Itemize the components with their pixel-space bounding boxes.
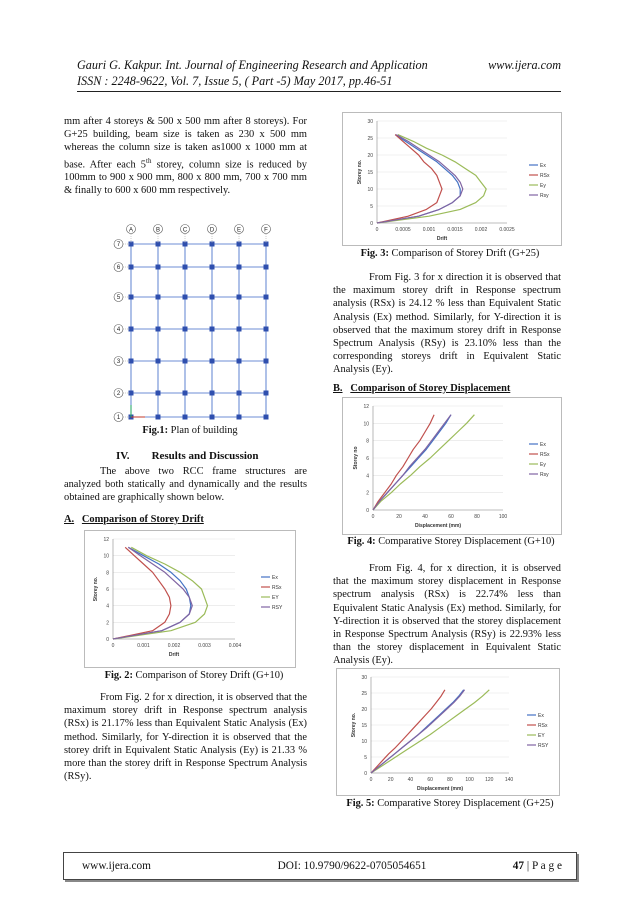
x-tick-label: 0 [111,643,115,649]
legend-entry: RSx [540,452,550,458]
legend-entry: RSx [540,173,550,179]
plan-col-label: A [128,227,134,234]
x-tick-label: 60 [427,777,433,783]
legend-entry: Ex [540,442,546,448]
header-rule [77,91,561,92]
plan-column-node [156,415,161,420]
y-tick-label: 10 [363,421,369,428]
right-para-5: From Fig. 4, for x direction, it is observed that the maximum storey displacement in Response spectrum analysis (RSx) is 22.74% less than Equivalent Static Analysis (Ex) method. Similarly, for Y-direction it is observed that the storey displacement in Response Spectrum Analysis (RSy) is 22.93% less than the storey displacement in Equivalent Static Analysis (Ey). [333,563,561,667]
y-axis-label: Storey no [353,446,359,470]
y-axis-label: Storey no. [357,159,363,185]
x-tick-label: 60 [448,514,454,520]
fig4-chart-frame [342,397,562,535]
plan-column-node [210,391,215,396]
fig2-chart [85,531,295,667]
building-plan-figure [113,222,283,422]
plan-column-node [237,359,242,364]
y-tick-label: 20 [361,707,367,713]
series-line-rsy [373,415,451,510]
right-para-4: From Fig. 3 for x direction it is observed that the maximum storey drift in Response spectrum analysis (RSx) is 24.12 % less than Equivalent Static Analysis (Ex) method. Similarly, for Y-direction it is observed that the maximum storey drift in Response Spectrum Analysis (RSy) is 23.10% less than the corresponding storeys drift in Equivalent Static Analysis (Ey). [333,272,561,376]
x-tick-label: 0.001 [137,643,150,649]
left-para-2: The above two RCC frame structures are analyzed both statically and dynamically and the results obtained are graphically shown below. [64,466,307,504]
x-tick-label: 0.002 [167,643,181,649]
plan-column-node [156,265,161,270]
plan-row-label: 2 [116,391,121,398]
series-line-rsx [377,135,442,223]
plan-row-label: 7 [116,242,121,249]
x-axis-label: Displacement (mm) [416,786,464,792]
plan-column-node [210,265,215,270]
series-line-ey [377,135,486,223]
x-tick-label: 140 [504,777,514,783]
x-tick-label: 0.0025 [499,227,515,233]
journal-website[interactable]: www.ijera.com [488,58,561,72]
legend-entry: EY [272,595,279,601]
plan-row-label: 3 [116,359,121,366]
y-tick-label: 5 [370,204,373,210]
y-tick-label: 10 [367,187,373,193]
x-tick-label: 40 [422,514,428,520]
plan-col-label: C [182,227,188,234]
series-line-ey [371,690,489,773]
plan-column-node [237,265,242,270]
y-tick-label: 25 [361,691,367,697]
plan-column-node [237,327,242,332]
fig1-caption: Fig.1: Plan of building [142,425,238,436]
plan-column-node [237,391,242,396]
fig5-chart [337,669,559,795]
x-tick-label: 20 [387,777,394,783]
legend-entry: Ex [272,575,278,581]
page-footer [63,852,577,880]
y-tick-label: 0 [364,771,367,777]
legend-entry: EY [538,733,545,739]
x-tick-label: 0.002 [474,227,488,233]
plan-column-node [264,327,269,332]
y-tick-label: 2 [106,620,109,627]
fig2-chart-frame [84,530,296,668]
x-tick-label: 0.003 [198,643,211,649]
plan-column-node [156,327,161,332]
x-tick-label: 0.004 [228,643,242,649]
fig3-chart [343,113,561,245]
legend-entry: RSx [538,723,548,729]
plan-column-node [183,265,188,270]
fig3-caption: Fig. 3: Comparison of Storey Drift (G+25) [360,248,540,259]
plan-column-node [210,327,215,332]
y-tick-label: 30 [361,675,367,681]
plan-column-node [210,295,215,300]
x-tick-label: 0.001 [422,227,436,233]
y-tick-label: 0 [106,637,109,643]
legend-entry: RSY [538,743,549,749]
plan-row-label: 1 [116,415,121,422]
fig5-chart-frame [336,668,560,796]
y-tick-label: 0 [366,508,369,514]
y-tick-label: 2 [366,490,369,497]
x-tick-label: 100 [498,514,508,520]
series-line-ey [373,415,474,510]
left-para-3: From Fig. 2 for x direction, it is observed that the maximum storey drift in Response spectrum analysis (RSx) is 21.17% less than Equivalent Static Analysis (Ex) method. Similarly, for Y-direction it is observed that the storey drift in Equivalent Static Analysis (Ey) is 21.33 % more than the storey drift in Response Spectrum Analysis (RSy). [64,692,307,783]
legend-entry: Ey [540,183,546,189]
x-tick-label: 80 [447,777,453,783]
fig2-caption: Fig. 2: Comparison of Storey Drift (G+10) [104,670,284,681]
y-tick-label: 15 [361,723,367,729]
series-line-rsx [113,547,171,639]
x-axis-label: Drift [436,236,448,242]
fig4-chart [343,398,561,534]
plan-col-label: B [155,227,161,234]
y-tick-label: 20 [367,153,373,159]
plan-column-node [264,415,269,420]
subsection-b-heading: B. Comparison of Storey Displacement [333,383,511,394]
plan-column-node [264,359,269,364]
legend-entry: Ex [540,163,546,169]
y-tick-label: 15 [367,170,373,176]
plan-column-node [183,359,188,364]
y-tick-label: 12 [103,537,109,543]
journal-citation: Gauri G. Kakpur. Int. Journal of Engineering Research and Application [77,58,428,72]
plan-column-node [210,415,215,420]
footer-page-number: 47 | P a g e [512,860,562,872]
footer-doi[interactable]: DOI: 10.9790/9622-0705054651 [277,860,427,872]
y-axis-label: Storey no. [351,712,357,738]
plan-column-node [183,295,188,300]
fig5-caption: Fig. 5: Comparative Storey Displacement (G+25) [346,798,554,809]
y-tick-label: 4 [366,473,369,480]
plan-column-node [183,415,188,420]
series-line-rsy [371,690,465,773]
footer-website[interactable]: www.ijera.com [82,860,151,872]
plan-row-label: 5 [116,295,121,302]
y-tick-label: 8 [366,438,369,445]
y-tick-label: 5 [364,755,367,761]
y-tick-label: 6 [366,456,369,462]
fig4-caption: Fig. 4: Comparative Storey Displacement (G+10) [347,536,555,547]
x-axis-label: Displacement (mm) [414,523,462,529]
left-para-1: mm after 4 storeys & 500 x 500 mm after 8 storeys). For G+25 building, beam size is taken as 230 x 500 mm whereas the column size is taken as1000 x 1000 mm at base. After each 5th storey, column size is reduced by 100mm to 900 x 900 mm, 800 x 800 mm, 700 x 700 mm & finally to 600 x 600 mm respectively. [64,116,307,197]
x-axis-label: Drift [168,652,180,658]
legend-entry: RSY [272,605,283,611]
x-tick-label: 0.0015 [447,227,463,233]
fig3-chart-frame [342,112,562,246]
y-tick-label: 0 [370,221,373,227]
legend-entry: RSx [272,585,282,591]
legend-entry: Rsy [540,193,549,199]
series-line-ex [113,547,191,639]
y-tick-label: 8 [106,570,109,577]
plan-col-label: D [209,227,215,234]
x-tick-label: 120 [485,777,494,783]
running-header [77,57,561,89]
series-line-rsy [377,135,463,223]
plan-row-label: 6 [116,265,121,272]
plan-col-label: F [264,227,268,234]
y-tick-label: 30 [367,119,373,125]
legend-entry: Ex [538,713,544,719]
y-tick-label: 4 [106,603,109,610]
plan-column-node [183,391,188,396]
plan-column-node [156,359,161,364]
issn-line: ISSN : 2248-9622, Vol. 7, Issue 5, ( Part -5) May 2017, pp.46-51 [77,74,393,88]
y-tick-label: 6 [106,587,109,593]
section-heading: IV. Results and Discussion [116,450,259,462]
legend-entry: Ey [540,462,546,468]
plan-column-node [156,391,161,396]
x-tick-label: 0 [369,777,373,783]
plan-column-node [264,391,269,396]
x-tick-label: 0 [371,514,375,520]
x-tick-label: 80 [474,514,480,520]
x-tick-label: 0.0005 [395,227,411,233]
plan-row-label: 4 [116,327,121,334]
legend-entry: Rsy [540,472,549,478]
subsection-a-heading: A. Comparison of Storey Drift [64,514,204,525]
x-tick-label: 100 [465,777,474,783]
plan-column-node [237,295,242,300]
x-tick-label: 40 [407,777,414,783]
plan-column-node [264,295,269,300]
plan-column-node [183,327,188,332]
y-tick-label: 10 [361,739,367,745]
plan-column-node [210,359,215,364]
x-tick-label: 0 [375,227,379,233]
y-tick-label: 12 [363,404,369,410]
y-tick-label: 25 [367,136,373,142]
plan-column-node [156,295,161,300]
plan-col-label: E [236,227,242,234]
plan-column-node [237,415,242,420]
y-axis-label: Storey no. [93,576,99,602]
plan-column-node [264,265,269,270]
x-tick-label: 20 [396,514,402,520]
series-line-ex [371,690,464,773]
y-tick-label: 10 [103,553,109,560]
